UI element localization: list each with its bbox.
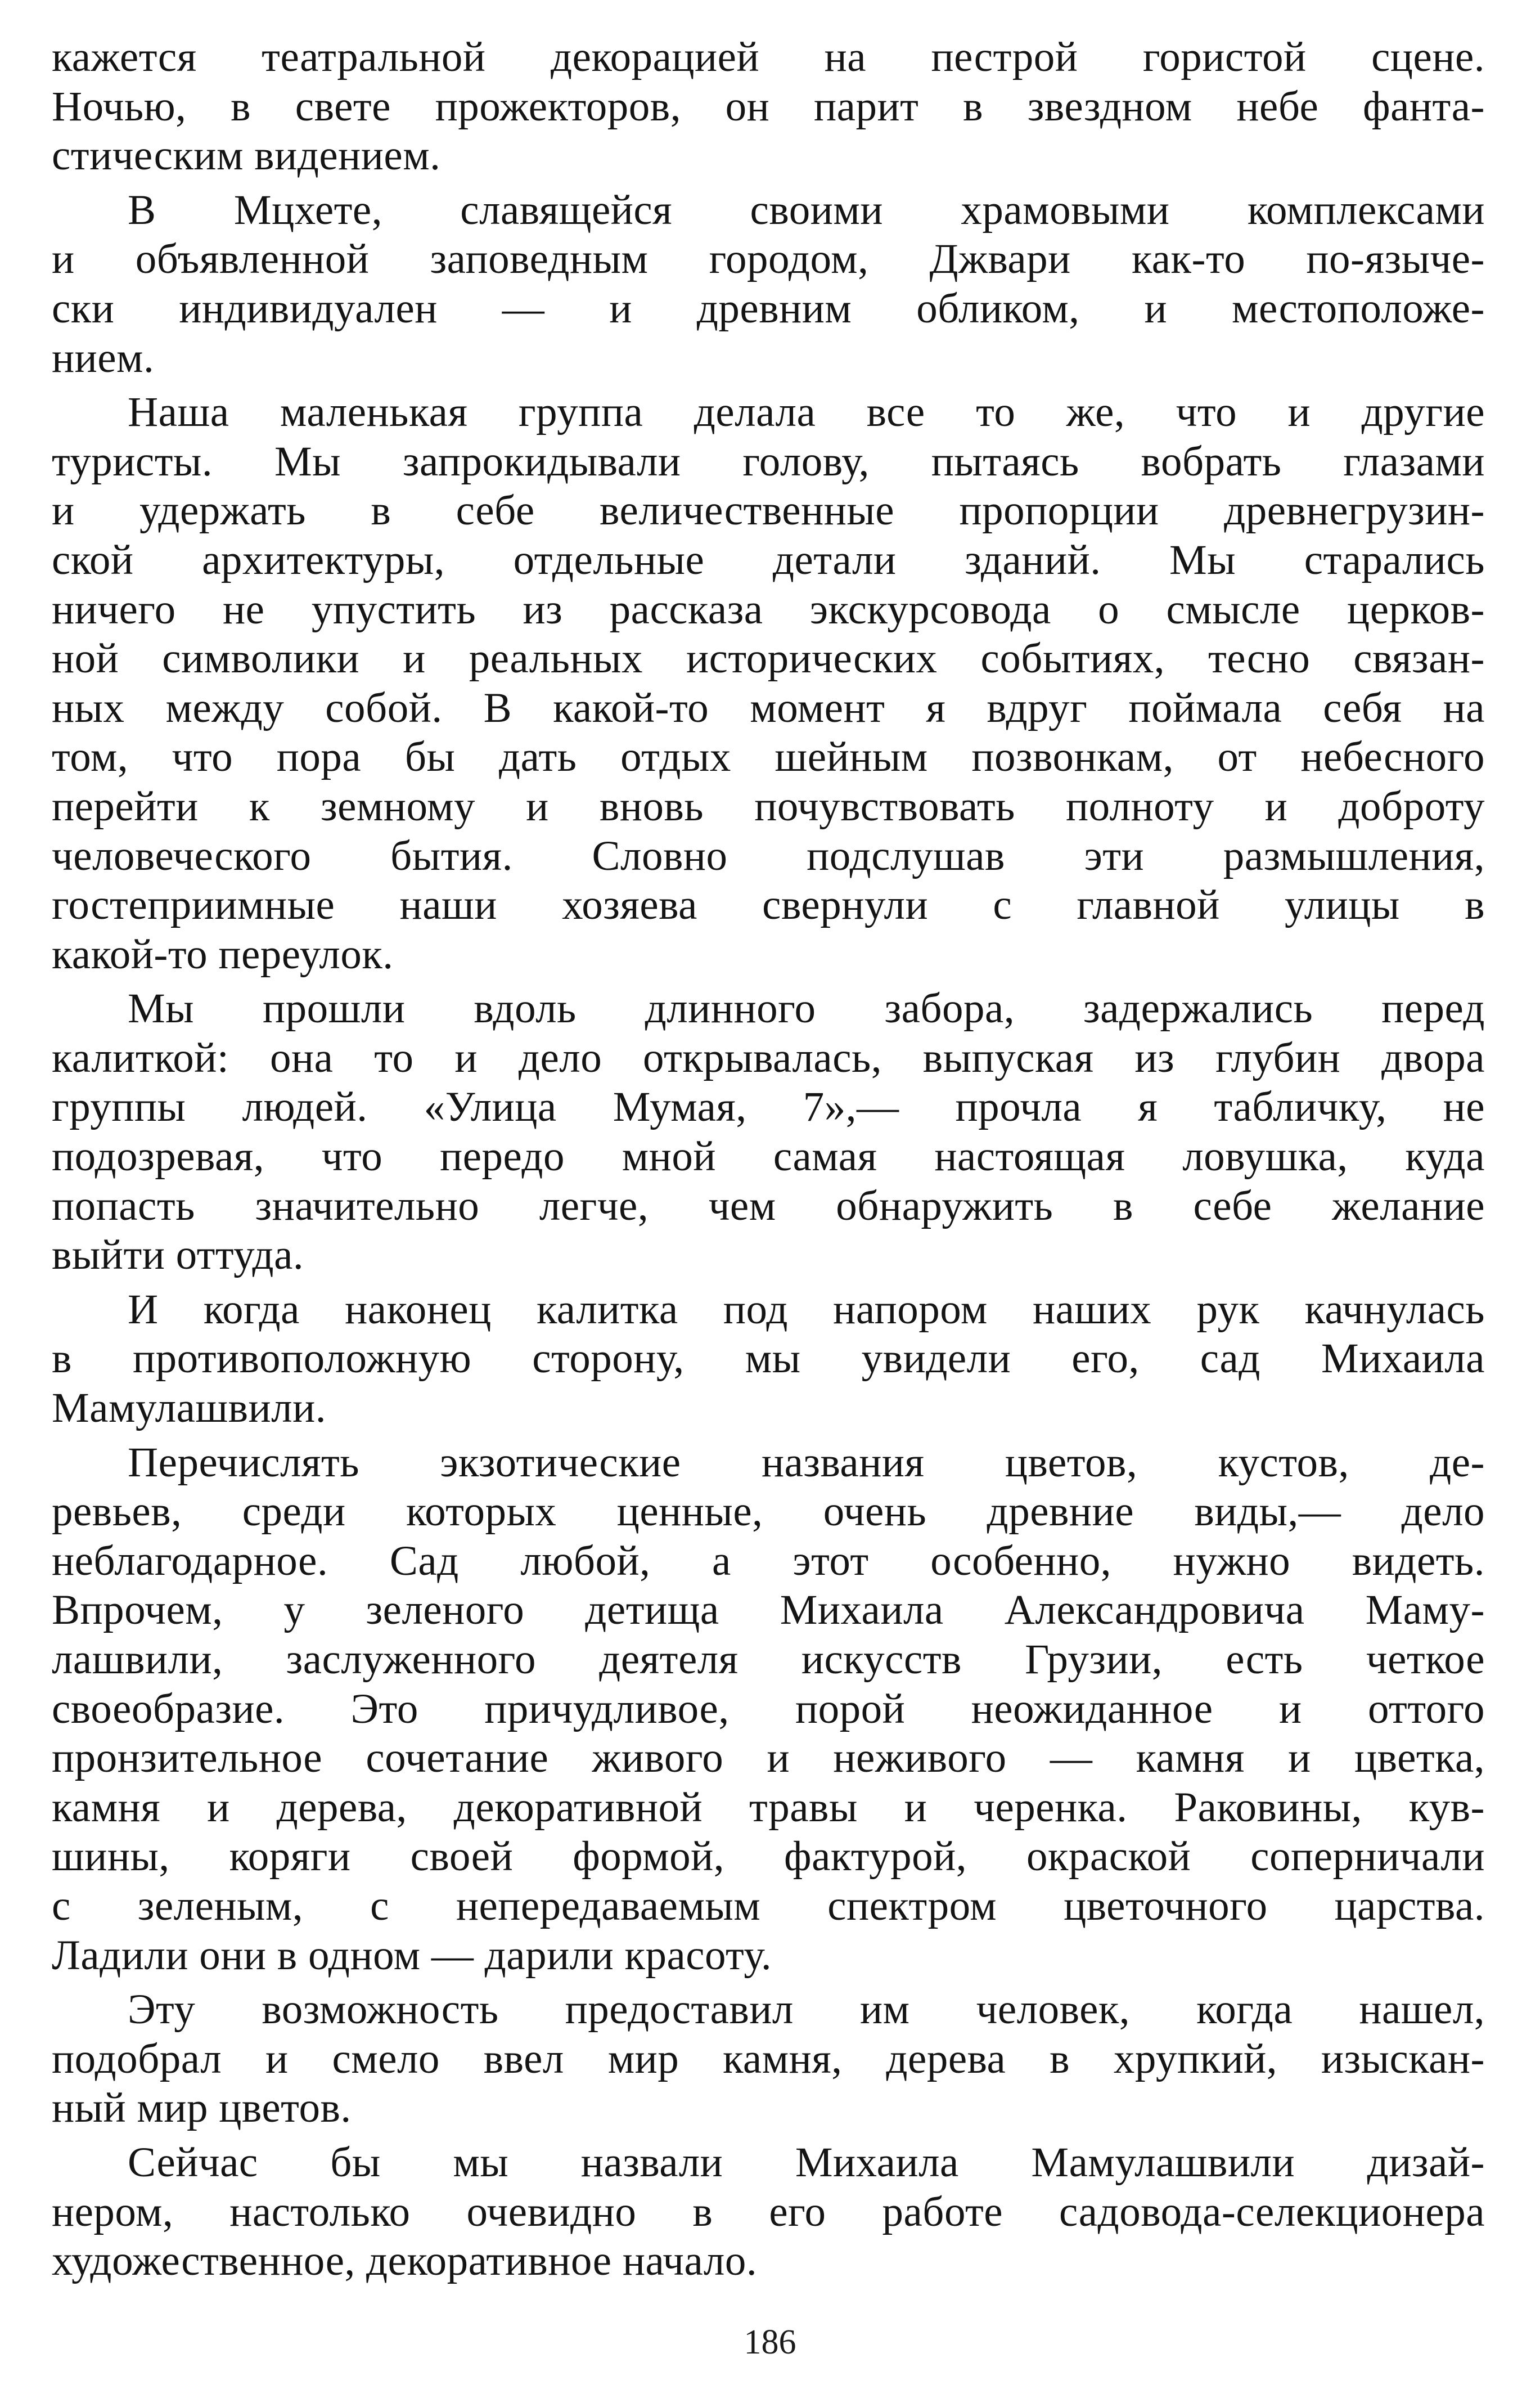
text-line: кажется театральной декорацией на пестрой гористой сцене. (52, 34, 1485, 80)
text-line: группы людей. «Улица Мумая, 7»,— прочла я табличку, не (52, 1084, 1485, 1131)
paragraph (52, 2138, 1485, 2286)
text-line: ской архитектуры, отдельные детали зданий. Мы старались (52, 536, 1485, 583)
text-line: подозревая, что передо мной самая настоящая ловушка, куда (52, 1133, 1485, 1180)
text-line: пронзительное сочетание живого и неживого — камня и цветка, (52, 1735, 1485, 1782)
text-line: подобрал и смело ввел мир камня, дерева в хрупкий, изыскан- (52, 2035, 1485, 2082)
text-line: И когда наконец калитка под напором наших рук качнулась (128, 1286, 1485, 1333)
text-line: неблагодарное. Сад любой, а этот особенно, нужно видеть. (52, 1537, 1485, 1584)
text-line: туристы. Мы запрокидывали голову, пытаясь вобрать глазами (52, 438, 1485, 485)
text-line: Перечислять экзотические названия цветов, кустов, де- (128, 1439, 1485, 1486)
paragraph (52, 388, 1485, 979)
text-line: Мы прошли вдоль длинного забора, задержались перед (128, 985, 1485, 1032)
text-line: калиткой: она то и дело открывалась, выпуская из глубин двора (52, 1034, 1485, 1081)
text-line: человеческого бытия. Словно подслушав эти размышления, (52, 832, 1485, 879)
text-line: стическим видением. (52, 132, 441, 179)
text-line: камня и дерева, декоративной травы и черенка. Раковины, кув- (52, 1784, 1485, 1831)
text-line: ный мир цветов. (52, 2085, 352, 2132)
text-line: какой-то переулок. (52, 931, 394, 978)
paragraph (52, 1985, 1485, 2133)
text-line: и объявленной заповедным городом, Джвари как-то по-языче- (52, 236, 1485, 283)
text-line: художественное, декоративное начало. (52, 2238, 758, 2285)
text-line: Мамулашвили. (52, 1385, 326, 1432)
text-line: с зеленым, с непередаваемым спектром цветочного царства. (52, 1882, 1485, 1929)
text-line: В Мцхете, славящейся своими храмовыми комплексами (128, 186, 1485, 233)
page-body (52, 33, 1485, 2286)
text-line: выйти оттуда. (52, 1232, 304, 1279)
paragraph (52, 186, 1485, 383)
text-line: ничего не упустить из рассказа экскурсовода о смысле церков- (52, 586, 1485, 633)
text-line: лашвили, заслуженного деятеля искусств Грузии, есть четкое (52, 1636, 1485, 1683)
page-number: 186 (744, 2323, 796, 2361)
text-line: ных между собой. В какой-то момент я вдруг поймала себя на (52, 684, 1485, 731)
text-line: ски индивидуален — и древним обликом, и местоположе- (52, 285, 1485, 332)
text-line: гостеприимные наши хозяева свернули с главной улицы в (52, 882, 1485, 929)
text-line: попасть значительно легче, чем обнаружить в себе желание (52, 1182, 1485, 1229)
text-line: и удержать в себе величественные пропорции древнегрузин- (52, 487, 1485, 535)
text-line: Ночью, в свете прожекторов, он парит в звездном небе фанта- (52, 83, 1485, 130)
paragraph (52, 984, 1485, 1280)
text-line: Эту возможность предоставил им человек, когда нашел, (128, 1986, 1485, 2033)
text-line: в противоположную сторону, мы увидели его, сад Михаила (52, 1335, 1485, 1382)
paragraph (52, 1438, 1485, 1980)
text-line: том, что пора бы дать отдых шейным позвонкам, от небесного (52, 734, 1485, 781)
text-line: ревьев, среди которых ценные, очень древние виды,— дело (52, 1488, 1485, 1535)
text-line: шины, коряги своей формой, фактурой, окраской соперничали (52, 1833, 1485, 1880)
text-line: Ладили они в одном — дарили красоту. (52, 1932, 772, 1979)
paragraph (52, 33, 1485, 181)
text-line: Впрочем, у зеленого детища Михаила Александровича Маму- (52, 1587, 1485, 1634)
paragraph (52, 1285, 1485, 1433)
text-line: перейти к земному и вновь почувствовать полноту и доброту (52, 783, 1485, 830)
text-line: нием. (52, 334, 155, 381)
text-line: своеобразие. Это причудливое, порой неожиданное и оттого (52, 1685, 1485, 1732)
text-line: Наша маленькая группа делала все то же, что и другие (128, 389, 1485, 436)
text-line: нером, настолько очевидно в его работе садовода-селекционера (52, 2188, 1485, 2235)
text-line: Сейчас бы мы назвали Михаила Мамулашвили дизай- (128, 2139, 1485, 2186)
text-line: ной символики и реальных исторических событиях, тесно связан- (52, 635, 1485, 682)
